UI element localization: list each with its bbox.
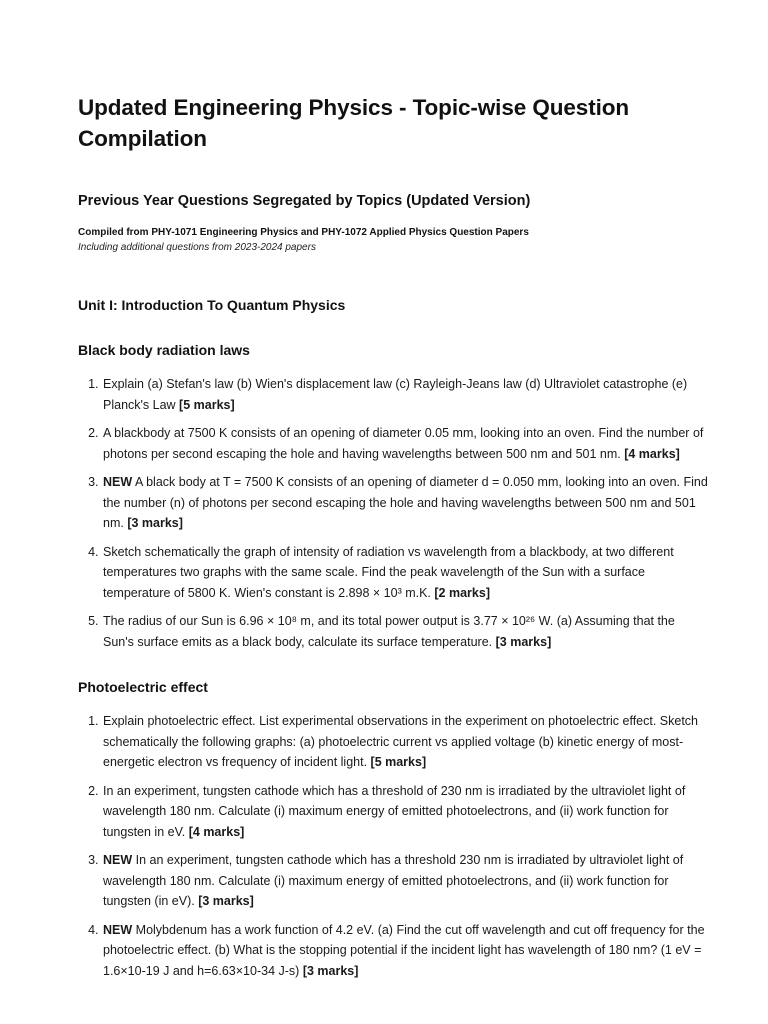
question-text: In an experiment, tungsten cathode which has a threshold 230 nm is irradiated by ultraviolet light of wavelength 180 nm. Calculate (i) maximum energy of emitted photoelectrons, and (ii) work function for tungsten (in eV). (103, 853, 684, 908)
question-item (102, 711, 708, 773)
question-text: Explain photoelectric effect. List experimental observations in the experiment on photoelectric effect. Sketch schematically the following graphs: (a) photoelectric current vs applied voltage (b) kinetic energy of most-energetic electron vs frequency of incident light. (103, 714, 699, 769)
question-text: Explain (a) Stefan's law (b) Wien's displacement law (c) Rayleigh-Jeans law (d) Ultraviolet catastrophe (e) Planck's Law (103, 377, 688, 412)
marks-label: [3 marks] (127, 516, 183, 530)
question-item (102, 920, 708, 982)
marks-label: [5 marks] (370, 755, 427, 769)
marks-label: [4 marks] (624, 446, 680, 461)
question-text: Molybdenum has a work function of 4.2 eV. (a) Find the cut off wavelength and cut off frequency for the photoelectric effect. (b) What is the stopping potential if the incident light has wavelength of 180 nm? (1 eV = 1.6×10-19 J and h=6.63×10-34 J-s) (103, 922, 705, 978)
question-item (102, 850, 708, 912)
question-text: In an experiment, tungsten cathode which has a threshold of 230 nm is irradiated by the ultraviolet light of wavelength 180 nm. Calculate (i) maximum energy of emitted photoelectrons, and (ii) work function for tungsten in eV. (103, 783, 686, 839)
sections-container (78, 340, 708, 981)
marks-label: [2 marks] (434, 585, 490, 600)
new-tag: NEW (103, 922, 133, 937)
marks-label: [3 marks] (198, 894, 254, 908)
unit-heading: Unit I: Introduction To Quantum Physics (78, 297, 346, 313)
question-item (102, 611, 708, 652)
new-tag: NEW (103, 475, 133, 489)
question-text: A black body at T = 7500 K consists of an opening of diameter d = 0.050 mm, looking into an oven. Find the number (n) of photons per second escaping the hole and having wavelengths between 500 nm and 501 nm. (103, 475, 708, 530)
new-tag: NEW (103, 853, 133, 867)
question-item (102, 542, 708, 604)
compiled-from-note: Compiled from PHY-1071 Engineering Physics and PHY-1072 Applied Physics Question Papers (78, 227, 529, 238)
marks-label: [3 marks] (495, 634, 552, 649)
question-item (102, 374, 708, 415)
section-heading: Photoelectric effect (78, 679, 208, 695)
document-subtitle: Previous Year Questions Segregated by Topics (Updated Version) (78, 193, 531, 209)
document-title: Updated Engineering Physics - Topic-wise Question Compilation (78, 95, 630, 151)
question-item (102, 472, 708, 534)
question-list (78, 374, 708, 652)
marks-label: [3 marks] (302, 963, 359, 978)
question-text: The radius of our Sun is 6.96 × 10⁸ m, and its total power output is 3.77 × 10²⁶ W. (a) Assuming that the Sun's surface emits as a black body, calculate its surface temperature. (103, 614, 675, 649)
question-list (78, 711, 708, 981)
additional-note: Including additional questions from 2023-2024 papers (78, 242, 316, 253)
question-text: A blackbody at 7500 K consists of an opening of diameter 0.05 mm, looking into an oven. Find the number of photons per second escaping the hole and having wavelengths between 500 nm and 501 nm. (103, 426, 704, 461)
marks-label: [4 marks] (188, 824, 245, 839)
section-heading: Black body radiation laws (78, 342, 250, 358)
question-item (102, 423, 708, 464)
question-text: Sketch schematically the graph of intensity of radiation vs wavelength from a blackbody, at two different temperatures two graphs with the same scale. Find the peak wavelength of the Sun with a surface temperature of 5800 K. Wien's constant is 2.898 × 10³ m.K. (103, 544, 674, 600)
question-item (102, 781, 708, 843)
marks-label: [5 marks] (179, 397, 235, 412)
